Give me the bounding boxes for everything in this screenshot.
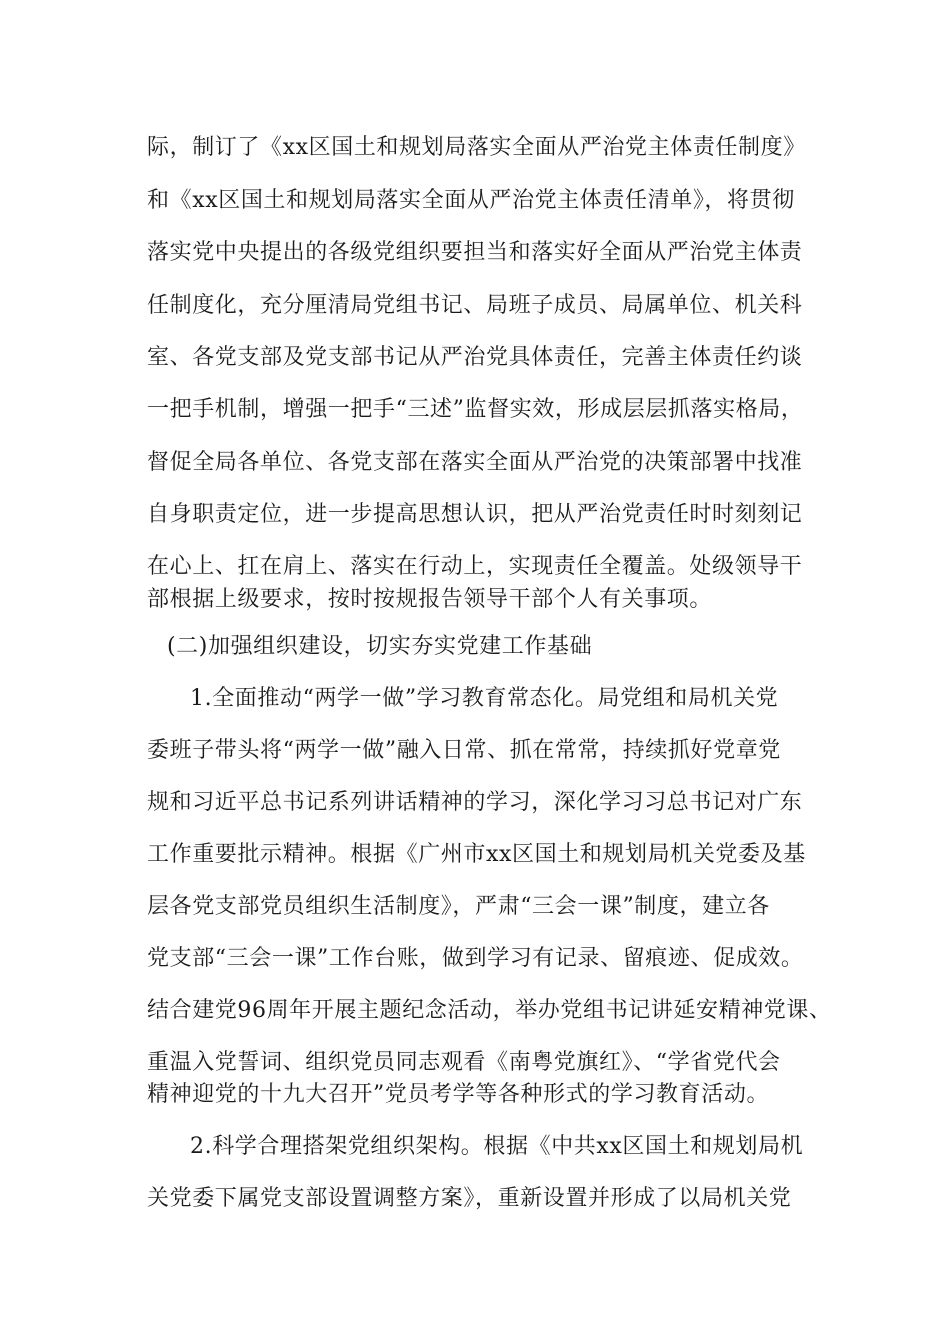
body-text-line: 部根据上级要求，按时按规报告领导干部个人有关事项。 — [147, 587, 713, 612]
body-text-line: 际，制订了《xx区国土和规划局落实全面从严治党主体责任制度》 — [147, 135, 806, 160]
paragraph-first-line: 1.全面推动“两学一做”学习教育常态化。局党组和局机关党 — [190, 686, 779, 711]
body-text-line: 室、各党支部及党支部书记从严治党具体责任，完善主体责任约谈 — [147, 345, 803, 370]
paragraph-first-line: 2.科学合理搭架党组织架构。根据《中共xx区国土和规划局机 — [190, 1134, 804, 1159]
body-text-line: 党支部“三会一课”工作台账，做到学习有记录、留痕迹、促成效。 — [147, 946, 804, 971]
body-text-line: 委班子带头将“两学一做”融入日常、抓在常常，持续抓好党章党 — [147, 738, 781, 763]
body-text-line: 结合建党96周年开展主题纪念活动，举办党组书记讲延安精神党课、 — [147, 998, 832, 1023]
body-text-line: 自身职责定位，进一步提高思想认识，把从严治党责任时时刻刻记 — [147, 502, 803, 527]
body-text-line: 精神迎党的十九大召开”党员考学等各种形式的学习教育活动。 — [147, 1082, 770, 1107]
body-text-line: 工作重要批示精神。根据《广州市xx区国土和规划局机关党委及基 — [147, 842, 806, 867]
body-text-line: 层各党支部党员组织生活制度》，严肃“三会一课”制度，建立各 — [147, 894, 770, 919]
body-text-line: 督促全局各单位、各党支部在落实全面从严治党的决策部署中找准 — [147, 450, 803, 475]
body-text-line: 落实党中央提出的各级党组织要担当和落实好全面从严治党主体责 — [147, 240, 803, 265]
body-text-line: 重温入党誓词、组织党员同志观看《南粤党旗红》、“学省党代会 — [147, 1050, 781, 1075]
body-text-line: 一把手机制，增强一把手“三述”监督实效，形成层层抓落实格局， — [147, 397, 804, 422]
body-text-line: 在心上、扛在肩上、落实在行动上，实现责任全覆盖。处级领导干 — [147, 554, 803, 579]
section-heading: (二)加强组织建设，切实夯实党建工作基础 — [167, 634, 593, 659]
body-text-line: 规和习近平总书记系列讲话精神的学习，深化学习习总书记对广东 — [147, 790, 803, 815]
body-text-line: 关党委下属党支部设置调整方案》，重新设置并形成了以局机关党 — [147, 1186, 792, 1211]
body-text-line: 和《xx区国土和规划局落实全面从严治党主体责任清单》，将贯彻 — [147, 188, 795, 213]
body-text-line: 任制度化，充分厘清局党组书记、局班子成员、局属单位、机关科 — [147, 293, 803, 318]
